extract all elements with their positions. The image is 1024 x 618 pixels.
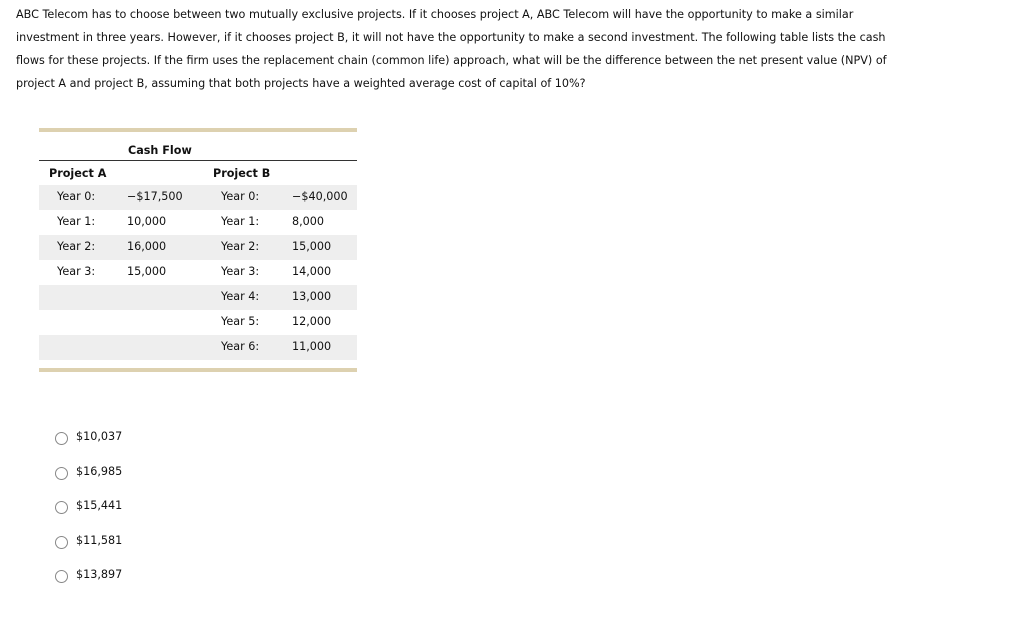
b-year-label: Year 3: — [221, 265, 260, 278]
a-cash-flow: 10,000 — [127, 215, 167, 228]
option-label[interactable]: $13,897 — [76, 568, 123, 581]
answer-option[interactable] — [55, 430, 122, 465]
b-cash-flow: −$40,000 — [292, 190, 348, 203]
answer-option[interactable] — [55, 568, 122, 603]
answer-option[interactable] — [55, 499, 122, 534]
table-row — [39, 235, 357, 260]
table-title: Cash Flow — [128, 144, 192, 157]
b-cash-flow: 11,000 — [292, 340, 332, 353]
project-b-header: Project B — [213, 167, 271, 180]
question-text: ABC Telecom has to choose between two mutually exclusive projects. If it chooses project A, ABC Telecom will have the opportunity to make a similar investment in three years. However, if it chooses project B, it will not have the opportunity to make a second investment. The following table lists the cash flows for these projects. If the firm uses the replacement chain (common life) approach, what will be the difference between the net present value (NPV) of project A and project B, assuming that both projects have a weighted average cost of capital of 10%? — [16, 8, 887, 90]
option-label[interactable]: $15,441 — [76, 499, 123, 512]
project-a-header: Project A — [49, 167, 107, 180]
radio-button[interactable] — [55, 432, 68, 445]
table-row — [39, 185, 357, 210]
table-spacer — [39, 360, 357, 368]
a-year-label: Year 3: — [57, 265, 96, 278]
b-cash-flow: 13,000 — [292, 290, 332, 303]
a-cash-flow: −$17,500 — [127, 190, 183, 203]
b-cash-flow: 12,000 — [292, 315, 332, 328]
radio-button[interactable] — [55, 570, 68, 583]
b-year-label: Year 4: — [221, 290, 260, 303]
option-label[interactable]: $10,037 — [76, 430, 123, 443]
b-year-label: Year 1: — [221, 215, 260, 228]
answer-option[interactable] — [55, 465, 122, 500]
a-year-label: Year 2: — [57, 240, 96, 253]
table-row — [39, 310, 357, 335]
b-year-label: Year 0: — [221, 190, 260, 203]
b-cash-flow: 8,000 — [292, 215, 325, 228]
option-label[interactable]: $11,581 — [76, 533, 123, 547]
table-header-row — [39, 161, 357, 185]
answer-option[interactable] — [55, 534, 122, 569]
b-year-label: Year 6: — [221, 340, 260, 353]
table-title-row — [39, 132, 357, 161]
b-year-label: Year 2: — [221, 240, 260, 253]
table-bottom-rule — [39, 368, 357, 372]
radio-button[interactable] — [55, 501, 68, 514]
radio-button[interactable] — [55, 536, 68, 549]
table-row — [39, 285, 357, 310]
b-cash-flow: 14,000 — [292, 265, 332, 278]
a-year-label: Year 0: — [57, 190, 96, 203]
option-label[interactable]: $16,985 — [76, 464, 123, 478]
b-cash-flow: 15,000 — [292, 240, 332, 253]
table-row — [39, 210, 357, 235]
a-year-label: Year 1: — [57, 215, 96, 228]
cash-flow-table — [39, 128, 357, 372]
a-cash-flow: 15,000 — [127, 265, 167, 278]
answer-options — [55, 430, 122, 603]
radio-button[interactable] — [55, 467, 68, 480]
table-row — [39, 260, 357, 285]
a-cash-flow: 16,000 — [127, 240, 167, 253]
table-row — [39, 335, 357, 360]
b-year-label: Year 5: — [221, 315, 260, 328]
